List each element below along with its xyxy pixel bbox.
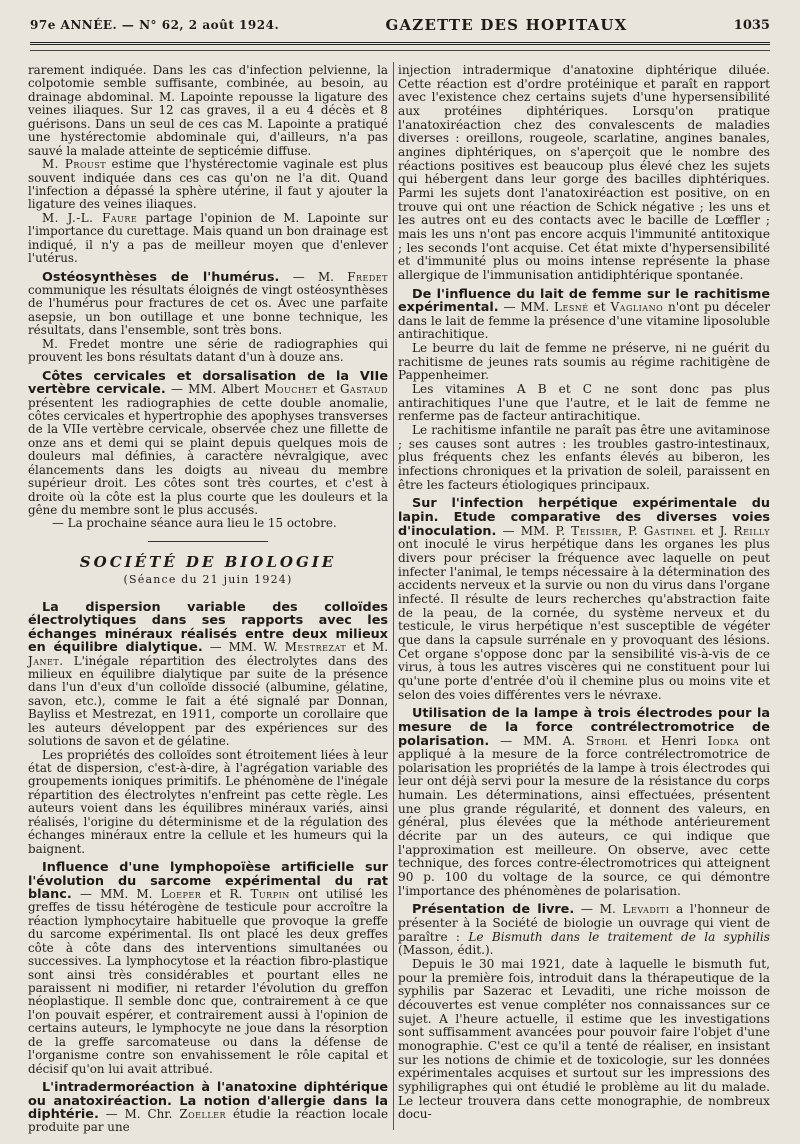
paragraph: M. Fredet montre une série de radiographies qui prouvent les bons résultats datant d'un à douze ans. bbox=[28, 336, 388, 365]
article-text: ont inoculé le virus herpétique dans les organes les plus divers pour préciser la fréquence avec laquelle on peut infecter l'animal, le temps nécessaire à la détermination des accidents nerveux et la survie ou non du virus dans l'organe infecté. Il résulte de leurs recherches qu'abstraction faite de la peau, de la cornée, du système nerveux et du testicule, le virus herpétique n'est susceptible de végéter que dans la capsule surrénale en y provoquant des lésions. Cet organe s'oppose donc par la sensibilité vis-à-vis de ce virus, à tous les autres viscères qui ne constituent pour lui qu'une porte d'entrée d'où il chemine plus ou moins vite et selon des voies différentes vers le névraxe. bbox=[398, 537, 770, 702]
separator: — M. Chr. bbox=[98, 1106, 180, 1121]
section-rule bbox=[148, 541, 268, 542]
article-lymphopoiese bbox=[28, 861, 388, 1076]
journal-title: GAZETTE DES HOPITAUX bbox=[385, 16, 628, 34]
article-text: n'ont pu déceler dans le lait de femme la présence d'une vitamine liposoluble antirachitique. bbox=[398, 300, 770, 342]
author-name: Janet bbox=[28, 653, 60, 668]
article-title: L'intradermoréaction à l'anatoxine diphtérique ou anatoxiréaction. La notion d'allergie dans la diphtérie. bbox=[28, 1080, 388, 1122]
article-infection-herpetique bbox=[398, 497, 770, 702]
paragraph-text: estime que l'hystérectomie vaginale est plus souvent indiquée dans ces cas qu'on ne l'a dit. Quand l'infection a dépassé la sphère utérine, il faut y ajouter la ligature des veines iliaques. bbox=[28, 157, 388, 212]
paragraph: Le beurre du lait de femme ne préserve, ni ne guérit du rachitisme de jeunes rats soumis au régime rachitigène de Pappenheimer. bbox=[398, 341, 770, 383]
separator: — MM. bbox=[498, 300, 554, 315]
article-colloides bbox=[28, 601, 388, 749]
separator: , P. bbox=[618, 523, 644, 538]
conjunction: et J. bbox=[695, 523, 734, 538]
article-cotes-cervicales bbox=[28, 370, 388, 518]
paragraph bbox=[28, 158, 388, 212]
paragraph: rarement indiquée. Dans les cas d'infection pelvienne, la colpotomie semble suffisante, combinée, au besoin, au drainage abdominal. M. Lapointe repousse la ligature des veines iliaques. Sur 12 cas graves, il a eu 4 décès et 8 guérisons. Dans un seul de ces cas M. Lapointe a pratiqué une hystérectomie abdominale qui, d'ailleurs, n'a pas sauvé la malade atteinte de septicémie diffuse. bbox=[28, 63, 388, 158]
author-name: Loeper bbox=[160, 886, 202, 901]
article-title: La dispersion variable des colloïdes électrolytiques dans ses rapports avec les échanges minéraux réalisés entre deux milieux en équilibre dialytique. bbox=[28, 599, 388, 656]
author-name: Mouchet bbox=[264, 382, 318, 397]
article-title: Influence d'une lymphopoïèse artificielle sur l'évolution du sarcome expérimental du rat blanc. bbox=[28, 860, 388, 902]
article-text: . L'inégale répartition des électrolytes dans des milieux en équilibre dialytique par suite de la présence dans l'un d'eux d'un colloïde dissocié (albumine, gélatine, savon, etc.), comme le fait a été signalé par Donnan, Bayliss et Mestrezat, en 1911, comporte un corollaire que les auteurs développent par des expériences sur des solutions de savon et de gélatine. bbox=[28, 653, 388, 749]
article-title: Ostéosynthèses de l'humérus. bbox=[42, 269, 280, 285]
author-name: M. Proust bbox=[42, 157, 107, 172]
separator: — MM. M. bbox=[71, 886, 161, 901]
header-rule bbox=[30, 50, 770, 51]
article-lait-de-femme bbox=[398, 288, 770, 343]
separator: — MM. P. bbox=[496, 523, 572, 538]
article-intradermoreaction bbox=[28, 1081, 388, 1135]
article-text: (Masson, édit.). bbox=[398, 943, 494, 958]
conjunction: et M. bbox=[346, 640, 388, 655]
conjunction: et bbox=[588, 300, 611, 315]
header-double-rule bbox=[30, 42, 770, 45]
author-name: Gastinel bbox=[643, 523, 696, 538]
article-presentation-livre bbox=[398, 903, 770, 958]
author-name: Gastaud bbox=[339, 382, 389, 397]
session-date: (Séance du 21 juin 1924) bbox=[123, 573, 293, 587]
author-name: Strohl bbox=[586, 733, 628, 748]
conjunction: et Henri bbox=[627, 733, 708, 748]
author-name: Iodka bbox=[707, 733, 740, 748]
author-name: M. J.-L. Faure bbox=[42, 210, 138, 225]
book-title: Le Bismuth dans le traitement de la syphilis bbox=[468, 929, 771, 944]
article-title: Côtes cervicales et dorsalisation de la VIIe vertèbre cervicale. bbox=[28, 368, 388, 398]
article-title: Sur l'infection herpétique expérimentale du lapin. Etude comparative des diverses voies d'inoculation. bbox=[398, 496, 770, 539]
article-text: ont appliqué à la mesure de la force contrélectromotrice de polarisation les propriétés de la lampe à trois électrodes qui leur ont déjà servi pour la mesure de la résistance du corps humain. Les déterminations, ainsi effectuées, présentent une plus grande régularité, et donnent des valeurs, en général, plus élevées que la méthode antérieurement décrite par un des auteurs, ce qui indique que l'approximation est meilleure. On observe, avec cette technique, des forces contre-électromotrices qui atteignent 90 p. 100 du voltage de la source, ce qui démontre l'importance des phénomènes de polarisation. bbox=[398, 733, 770, 898]
left-column bbox=[28, 64, 388, 1135]
paragraph: Depuis le 30 mai 1921, date à laquelle le bismuth fut, pour la première fois, introduit dans la thérapeutique de la syphilis par Sazerac et Levaditi, une riche moisson de découvertes est venue compléter nos connaissances sur ce sujet. A l'heure actuelle, il estime que les investigations sont suffisamment avancées pour pouvoir faire l'objet d'une monographie. C'est ce qu'il a tenté de réaliser, en insistant sur les notions de chimie et de toxicologie, sur les données expérimentales acquises et surtout sur les impressions des syphiligraphes qui ont étudié le problème au lit du malade. Le lecteur trouvera dans cette monographie, de nombreux docu- bbox=[398, 957, 770, 1122]
author-name: Lesné bbox=[553, 300, 589, 315]
article-title: Présentation de livre. bbox=[412, 902, 575, 918]
author-name: Teissier bbox=[571, 523, 619, 538]
article-title: Utilisation de la lampe à trois électrodes pour la mesure de la force contrélectromotrice de polarisation. bbox=[398, 706, 770, 749]
paragraph bbox=[28, 212, 388, 266]
author-name: Turpin bbox=[250, 886, 290, 901]
separator: — M. bbox=[279, 269, 348, 284]
conjunction: et bbox=[317, 382, 340, 397]
page-number: 1035 bbox=[733, 17, 770, 33]
society-title: SOCIÉTÉ DE BIOLOGIE bbox=[79, 552, 337, 571]
author-name: Levaditi bbox=[622, 902, 670, 917]
page-header bbox=[30, 12, 770, 38]
separator: — MM. Albert bbox=[165, 382, 265, 397]
article-title: De l'influence du lait de femme sur le rachitisme expérimental. bbox=[398, 286, 770, 316]
conjunction: et R. bbox=[201, 886, 251, 901]
article-osteosynthese bbox=[28, 271, 388, 338]
paragraph: Les propriétés des colloïdes sont étroitement liées à leur état de dispersion, c'est-à-dire, à l'agrégation variable des groupements ioniques primitifs. Le phénomène de l'inégale répartition des électrolytes n'enfreint pas cette règle. Les auteurs voient dans les équilibres minéraux variés, ainsi réalisés, l'origine du déterminisme et de la régulation des échanges minéraux entre la cellule et les humeurs qui la baignent. bbox=[28, 747, 388, 856]
column-divider bbox=[393, 62, 394, 1130]
separator: — MM. A. bbox=[489, 733, 587, 748]
article-text: communique les résultats éloignés de vingt ostéosynthèses de l'humérus pour fractures de cet os. Avec une parfaite asepsie, un bon outillage et une bonne technique, les résultats, dans l'ensemble, sont très bons. bbox=[28, 283, 388, 338]
paragraph-text: partage l'opinion de M. Lapointe sur l'importance du curettage. Mais quand un bon drainage est indiqué, il n'y a pas de meilleur moyen que d'enlever l'utérus. bbox=[28, 210, 388, 266]
next-meeting-note: — La prochaine séance aura lieu le 15 octobre. bbox=[52, 516, 337, 531]
author-name: Mestrezat bbox=[284, 640, 347, 655]
author-name: Vagliano bbox=[610, 300, 664, 315]
author-name: Fredet bbox=[347, 269, 388, 284]
paragraph: injection intradermique d'anatoxine diphtérique diluée. Cette réaction est d'ordre protéinique et paraît en rapport avec l'existence chez certains sujets d'une hypersensibilité aux protéines diphtériques. Lorsqu'on pratique l'anatoxiréaction chez des convalescents de maladies diverses : oreillons, rougeole, scarlatine, angines banales, angines diphtériques, on s'aperçoit que le nombre des réactions positives est beaucoup plus élevé chez les sujets qui hébergent dans leur gorge des bacilles diphtériques. Parmi les sujets dont l'anatoxiréaction est positive, on en trouve qui ont une réaction de Schick négative ; les uns et les autres ont eu des contacts avec le bacille de Lœffler ; mais les uns n'ont pas encore acquis l'immunité antitoxique ; les seconds l'ont acquise. Cet état mixte d'hypersensibilité et d'immunité plus ou moins intense représente la phase allergique de l'immunisation antidiphtérique spontanée. bbox=[398, 63, 770, 282]
issue-info: 97e ANNÉE. — N° 62, 2 août 1924. bbox=[30, 18, 280, 32]
paragraph: Les vitamines A B et C ne sont donc pas plus antirachitiques l'une que l'autre, et le lait de femme ne renferme pas de facteur antirachitique. bbox=[398, 382, 770, 424]
article-text: présentent les radiographies de cette double anomalie, côtes cervicales et hypertrophie des apophyses transverses de la VIIe vertèbre cervicale, observée chez une fillette de onze ans et demi qui se plaint depuis quelques mois de douleurs mal définies, à caractère névralgique, avec élancements dans les doigts au niveau du membre supérieur droit. Les côtes sont très courtes, et c'est à droite où la côte est la plus courte que les douleurs et la gêne du membre sont le plus accusés. bbox=[28, 395, 388, 517]
article-lampe-electrodes bbox=[398, 707, 770, 898]
right-column bbox=[398, 64, 770, 1122]
article-text: a l'honneur de présenter à la Société de biologie un ouvrage qui vient de paraître : bbox=[398, 902, 770, 944]
article-text: ont utilisé les greffes de tissu hétérogène de testicule pour accroître la réaction lymphocytaire habituelle que provoque la greffe du sarcome expérimental. Ils ont placé les deux greffes côte à côte dans des interventions simultanées ou successives. La lymphocytose et la réaction fibro-plastique sont ainsi très considérables et pourtant elles ne paraissent ni modifier, ni retarder l'évolution du greffon néoplastique. Il semble donc que, contrairement à ce que l'on pouvait espérer, et contrairement aussi à l'opinion de certains auteurs, le lymphocyte ne joue dans la résorption de la greffe sarcomateuse ou dans la défense de l'organisme contre son envahissement le rôle capital et décisif qu'on lui avait attribué. bbox=[28, 886, 388, 1076]
separator: — MM. W. bbox=[202, 640, 285, 655]
paragraph: Le rachitisme infantile ne paraît pas être une avitaminose ; ses causes sont autres : les troubles gastro-intestinaux, plus fréquents chez les enfants élevés au biberon, les infections chroniques et la privation de soleil, paraissent en être les facteurs étiologiques principaux. bbox=[398, 423, 770, 492]
author-name: Zoeller bbox=[179, 1106, 227, 1121]
article-text: étudie la réaction locale produite par une bbox=[28, 1106, 388, 1135]
author-name: Reilly bbox=[733, 523, 770, 538]
separator: — M. bbox=[574, 902, 623, 917]
